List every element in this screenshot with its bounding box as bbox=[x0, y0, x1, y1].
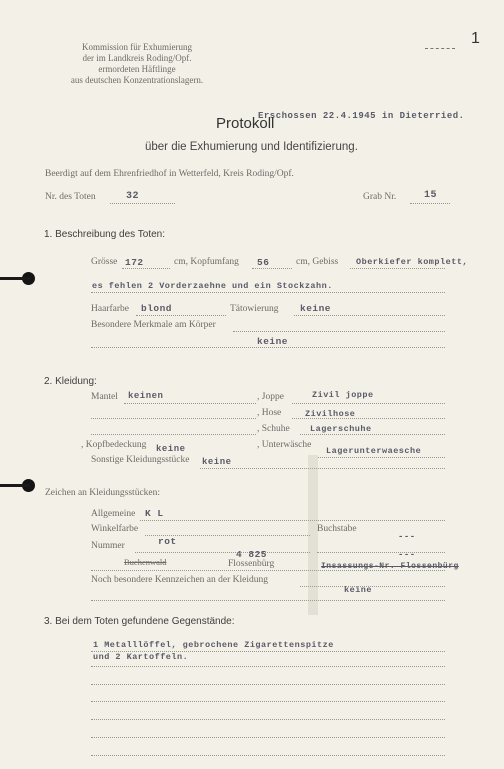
merkmale-line-2 bbox=[91, 347, 445, 348]
buchenwald-label: Buchenwald bbox=[124, 557, 167, 567]
zeichen-heading: Zeichen an Kleidungsstücken: bbox=[45, 488, 161, 498]
sonstige-value: keine bbox=[202, 457, 232, 467]
noch-line bbox=[300, 586, 445, 587]
groesse-value: 172 bbox=[125, 257, 144, 268]
sonstige-label: Sonstige Kleidungsstücke bbox=[91, 455, 190, 465]
kopfumfang-line bbox=[252, 268, 292, 269]
joppe-label: , Joppe bbox=[257, 392, 284, 402]
allgemeine-value: K L bbox=[145, 508, 164, 519]
buchstabe-line bbox=[317, 552, 445, 553]
haarfarbe-label: Haarfarbe bbox=[91, 304, 129, 314]
groesse-line bbox=[122, 268, 170, 269]
kopfbedeckung-value: keine bbox=[156, 444, 186, 454]
grave-number-label: Grab Nr. bbox=[363, 192, 397, 202]
hose-left-line bbox=[91, 418, 256, 419]
groesse-label: Grösse bbox=[91, 257, 118, 267]
section-1-heading: 1. Beschreibung des Toten: bbox=[44, 229, 166, 240]
items-rule-2 bbox=[91, 666, 445, 667]
dead-number-line bbox=[110, 203, 175, 204]
schuhe-left-line bbox=[91, 434, 256, 435]
gebiss-value-line-2: es fehlen 2 Vorderzaehne und ein Stockzahn. bbox=[92, 281, 333, 291]
typed-note: Erschossen 22.4.1945 in Dieterried. bbox=[258, 111, 465, 121]
buchstabe-label: Buchstabe bbox=[317, 524, 357, 534]
unterwaesche-label: , Unterwäsche bbox=[257, 440, 312, 450]
merkmale-value: keine bbox=[257, 336, 289, 347]
items-line-1: 1 Metalllöffel, gebrochene Zigarettenspitze bbox=[93, 640, 334, 650]
flossenburg-number: 4 825 bbox=[236, 549, 268, 560]
taetowierung-line bbox=[294, 315, 445, 316]
nummer-line bbox=[135, 552, 310, 553]
winkelfarbe-label: Winkelfarbe bbox=[91, 524, 139, 534]
commission-line-2: der im Landkreis Roding/Opf. bbox=[82, 53, 192, 63]
page-number: 1 bbox=[471, 30, 480, 47]
mantel-label: Mantel bbox=[91, 392, 118, 402]
fold-shadow bbox=[308, 455, 318, 615]
burial-note: Beerdigt auf dem Ehrenfriedhof in Wetterfeld, Kreis Roding/Opf. bbox=[45, 169, 294, 179]
flossenburg-label: Flossenbürg bbox=[228, 559, 275, 569]
dead-number-value: 32 bbox=[126, 191, 140, 202]
items-rule-6 bbox=[91, 737, 445, 738]
items-rule-4 bbox=[91, 701, 445, 702]
gebiss-value: Oberkiefer komplett, bbox=[356, 257, 469, 267]
gebiss-line bbox=[350, 268, 445, 269]
sonstige-line bbox=[200, 468, 445, 469]
unterwaesche-line bbox=[318, 457, 445, 458]
schuhe-line bbox=[300, 434, 445, 435]
grave-number-line bbox=[410, 203, 450, 204]
schuhe-value: Lagerschuhe bbox=[310, 424, 372, 434]
section-3-heading: 3. Bei dem Toten gefundene Gegenstände: bbox=[44, 616, 235, 627]
flossenburg-line bbox=[91, 570, 445, 571]
commission-header bbox=[52, 42, 222, 86]
top-mark bbox=[425, 48, 455, 49]
commission-line-1: Kommission für Exhumierung bbox=[82, 42, 192, 52]
insassen-note: Insassungs-Nr. Flossenbürg bbox=[321, 562, 459, 571]
hose-value: Zivilhose bbox=[305, 409, 356, 419]
joppe-value: Zivil joppe bbox=[312, 390, 374, 400]
items-rule-7 bbox=[91, 755, 445, 756]
gebiss-line-2 bbox=[91, 292, 445, 293]
kopfbedeckung-label: , Kopfbedeckung bbox=[81, 440, 147, 450]
taetowierung-value: keine bbox=[300, 303, 332, 314]
grave-number-value: 15 bbox=[424, 190, 438, 201]
noch-line-2 bbox=[91, 600, 445, 601]
binder-clip-bottom bbox=[0, 484, 30, 487]
buchstabe-value: --- bbox=[398, 532, 416, 542]
noch-value: keine bbox=[344, 585, 373, 595]
mantel-value: keinen bbox=[128, 391, 164, 401]
items-rule-3 bbox=[91, 684, 445, 685]
title-subtitle: über die Exhumierung und Identifizierung. bbox=[145, 141, 358, 153]
section-2-heading: 2. Kleidung: bbox=[44, 376, 97, 387]
items-rule-5 bbox=[91, 719, 445, 720]
haarfarbe-line bbox=[136, 315, 226, 316]
unterwaesche-value: Lagerunterwaesche bbox=[326, 446, 422, 456]
noch-label: Noch besondere Kennzeichen an der Kleidung bbox=[91, 575, 268, 585]
hose-label: , Hose bbox=[257, 408, 282, 418]
binder-clip-top bbox=[0, 277, 30, 280]
dead-number-label: Nr. des Toten bbox=[45, 192, 96, 202]
kopfumfang-label: cm, Kopfumfang bbox=[174, 257, 239, 267]
merkmale-label: Besondere Merkmale am Körper bbox=[91, 320, 216, 330]
gebiss-label: cm, Gebiss bbox=[296, 257, 339, 267]
schuhe-label: , Schuhe bbox=[257, 424, 290, 434]
allgemeine-label: Allgemeine bbox=[91, 509, 136, 519]
taetowierung-label: Tätowierung bbox=[230, 304, 279, 314]
kopfumfang-value: 56 bbox=[257, 257, 270, 268]
haarfarbe-value: blond bbox=[141, 303, 173, 314]
commission-line-3: ermordeten Häftlinge bbox=[98, 64, 176, 74]
merkmale-line bbox=[233, 331, 445, 332]
commission-line-4: aus deutschen Konzentrationslagern. bbox=[70, 75, 204, 85]
nummer-label: Nummer bbox=[91, 541, 125, 551]
allgemeine-line bbox=[140, 520, 445, 521]
joppe-line bbox=[292, 403, 445, 404]
items-line-2: und 2 Kartoffeln. bbox=[93, 652, 189, 662]
nummer-value: --- bbox=[398, 550, 416, 560]
winkelfarbe-value: rot bbox=[158, 536, 177, 547]
mantel-line bbox=[124, 403, 256, 404]
title-protokoll: Protokoll bbox=[216, 115, 275, 132]
